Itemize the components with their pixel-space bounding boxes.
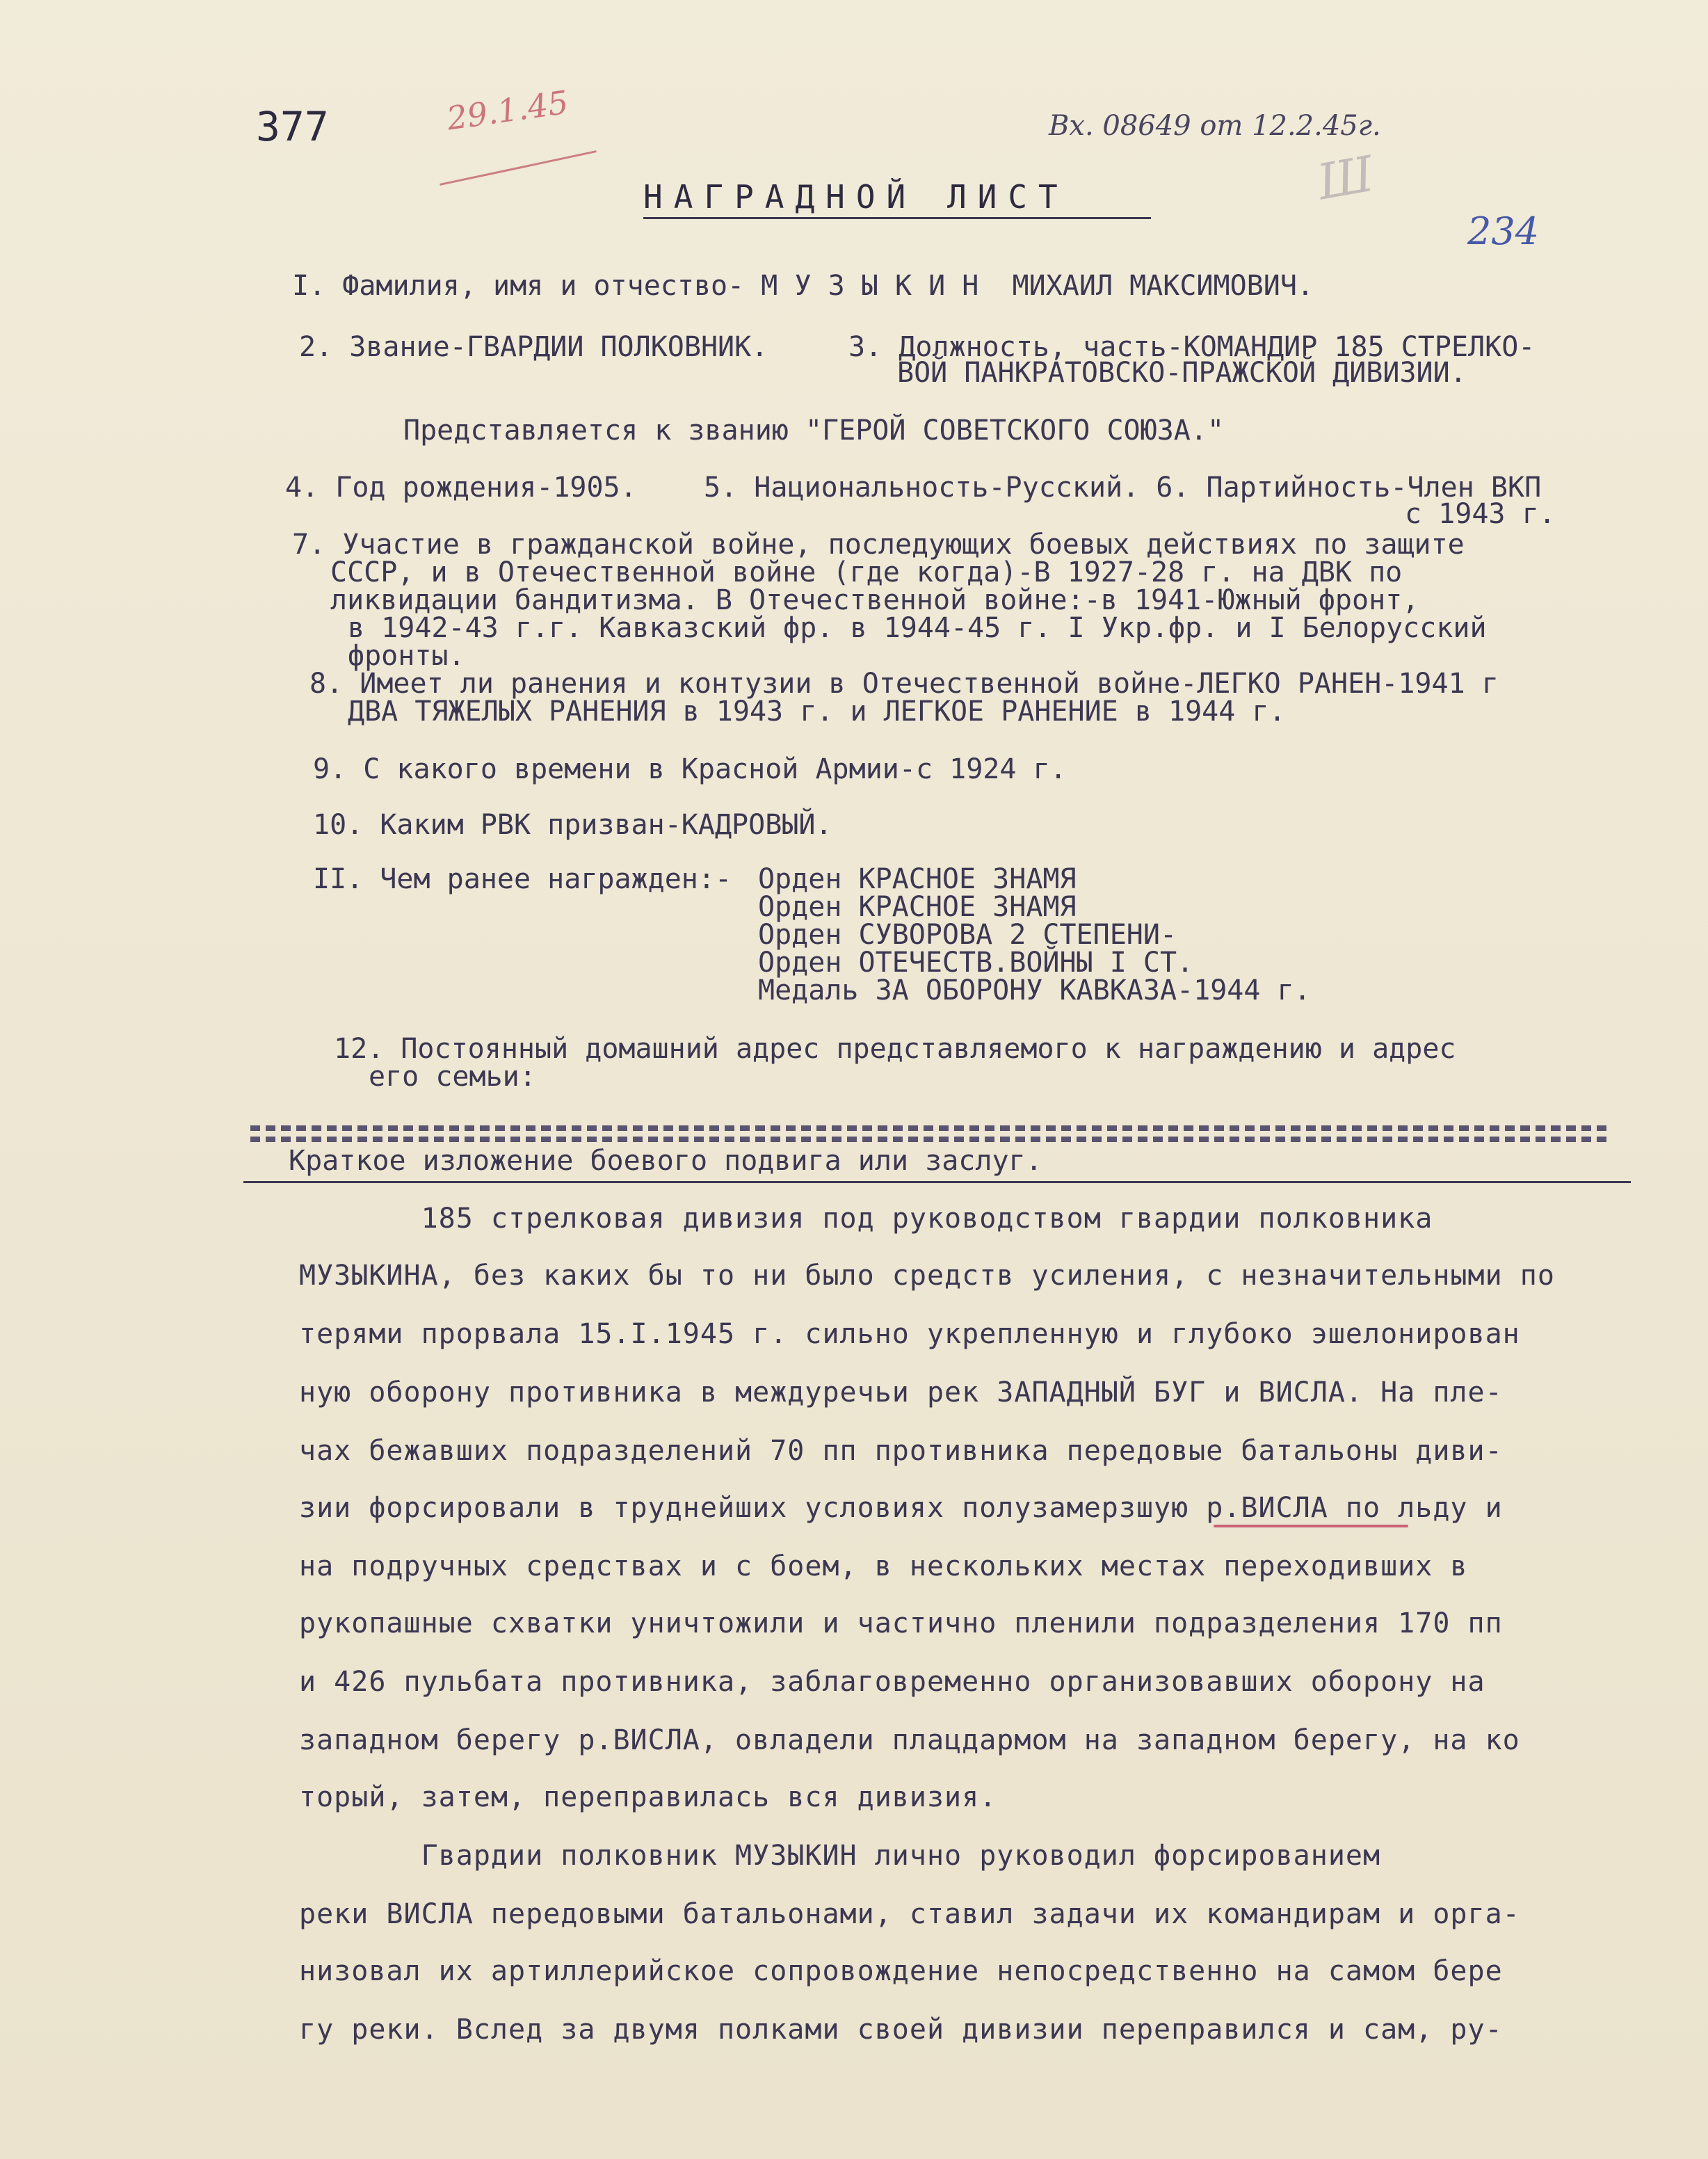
field-war-participation-5: фронты. [348,640,465,672]
page-number: 377 [256,103,329,150]
field-wounds-1: 8. Имеет ли ранения и контузии в Отечественной войне-ЛЕГКО РАНЕН-1941 г [309,668,1499,700]
narrative-line: реки ВИСЛА передовыми батальонами, ставил задачи их командирам и орга- [299,1898,1520,1930]
narrative-line: торый, затем, переправилась вся дивизия. [299,1781,997,1813]
award-item: Орден КРАСНОЕ ЗНАМЯ [758,863,1077,895]
field-birth-nationality-party: 4. Год рождения-1905. 5. Национальность-Русский. 6. Партийность-Член ВКП [285,472,1542,504]
faint-handwritten-mark: Ш [1313,145,1378,211]
title-underline [643,217,1151,219]
handwritten-date: 29.1.45 [444,83,571,138]
field-war-participation-3: ликвидации бандитизма. В Отечественной войне:-в 1941-Южный фронт, [330,584,1419,616]
narrative-line: низовал их артиллерийское сопровождение непосредственно на самом бере [299,1955,1503,1987]
field-war-participation-4: в 1942-43 г.г. Кавказский фр. в 1944-45 г. I Укр.фр. и I Белорусский [348,612,1487,644]
narrative-line: чах бежавших подразделений 70 пп противника передовые батальоны диви- [299,1435,1503,1467]
narrative-line: ную оборону противника в междуречьи рек ЗАПАДНЫЙ БУГ и ВИСЛА. На пле- [299,1377,1503,1408]
award-item: Орден ОТЕЧЕСТВ.ВОЙНЫ I СТ. [758,947,1194,979]
narrative-line: и 426 пульбата противника, заблаговременно организовавших оборону на [299,1666,1485,1698]
narrative-line: западном берегу р.ВИСЛА, овладели плацдармом на западном берегу, на ко [299,1724,1520,1756]
field-war-participation-2: СССР, и в Отечественной войне (где когда)-В 1927-28 г. на ДВК по [330,556,1403,588]
section-heading-underline [243,1181,1631,1183]
field-position-line1: 3. Должность, часть-КОМАНДИР 185 СТРЕЛКО- [848,331,1536,363]
narrative-line: на подручных средствах и с боем, в нескольких местах переходивших в [299,1550,1468,1582]
field-wounds-2: ДВА ТЯЖЕЛЫХ РАНЕНИЯ в 1943 г. и ЛЕГКОЕ РАНЕНИЕ в 1944 г. [348,696,1286,728]
narrative-line: МУЗЫКИНА, без каких бы то ни было средств усиления, с незначительными по [299,1260,1555,1292]
field-army-since: 9. С какого времени в Красной Армии-с 1924 г. [313,753,1067,785]
field-war-participation-1: 7. Участие в гражданской войне, последующих боевых действиях по защите [292,529,1465,561]
narrative-line: Гвардии полковник МУЗЫКИН лично руководил форсированием [299,1840,1381,1872]
field-home-address-2: его семьи: [369,1061,536,1093]
document-title: НАГРАДНОЙ ЛИСТ [643,178,1069,216]
field-party-since: с 1943 г. [1405,498,1556,530]
separator-dashes-top [250,1125,1606,1131]
field-rank: 2. Звание-ГВАРДИИ ПОЛКОВНИК. [299,331,768,363]
narrative-line: гу реки. Вслед за двумя полками своей дивизии переправился и сам, ру- [299,2014,1503,2046]
presented-for-title: Представляется к званию "ГЕРОЙ СОВЕТСКОГО СОЮЗА." [403,415,1225,447]
narrative-line: 185 стрелковая дивизия под руководством гвардии полковника [299,1203,1433,1235]
stamp-digits: 234 [1467,209,1540,253]
field-home-address-1: 12. Постоянный домашний адрес представляемого к награждению и адрес [334,1033,1456,1065]
incoming-registration-note: Вх. 08649 от 12.2.45г. [1049,110,1381,142]
award-item: Орден КРАСНОЕ ЗНАМЯ [758,891,1077,923]
red-underline-vistula [1214,1525,1408,1527]
field-conscripted-by: 10. Каким РВК призван-КАДРОВЫЙ. [313,809,832,841]
field-previous-awards-label: II. Чем ранее награжден:- [313,863,732,895]
section-heading: Краткое изложение боевого подвига или заслуг. [289,1145,1042,1177]
narrative-line: терями прорвала 15.I.1945 г. сильно укрепленную и глубоко эшелонирован [299,1318,1520,1350]
narrative-line: рукопашные схватки уничтожили и частично пленили подразделения 170 пп [299,1607,1503,1639]
separator-dashes-bottom [250,1137,1606,1142]
red-pencil-stroke [440,150,597,186]
field-position-line2: ВОЙ ПАНКРАТОВСКО-ПРАЖСКОЙ ДИВИЗИИ. [897,357,1467,389]
award-item: Медаль ЗА ОБОРОНУ КАВКАЗА-1944 г. [758,974,1311,1006]
field-full-name: I. Фамилия, имя и отчество- М У З Ы К И Н МИХАИЛ МАКСИМОВИЧ. [292,270,1314,302]
narrative-line: зии форсировали в труднейших условиях полузамерзшую р.ВИСЛА по льду и [299,1492,1503,1524]
award-item: Орден СУВОРОВА 2 СТЕПЕНИ- [758,919,1177,951]
